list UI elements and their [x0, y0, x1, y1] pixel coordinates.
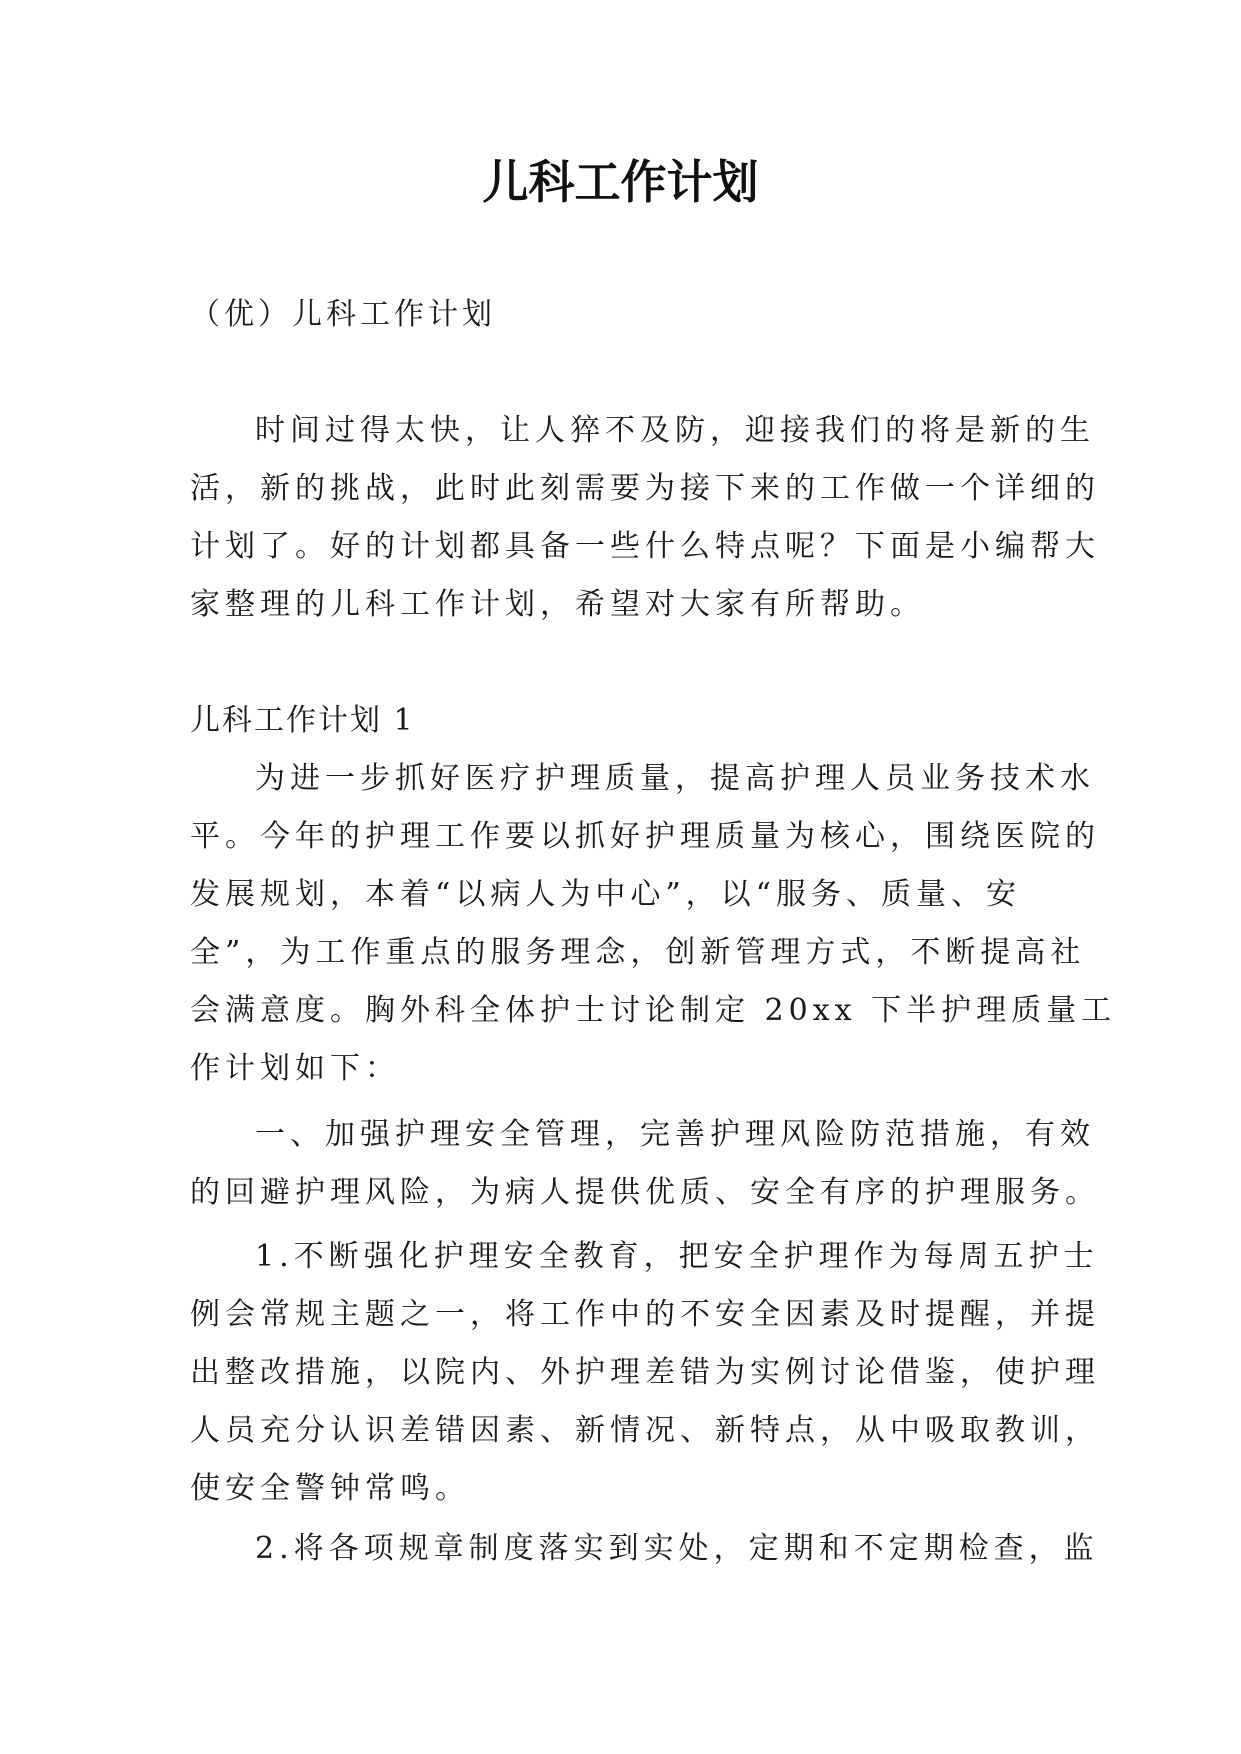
- intro-line: 计划了。好的计划都具备一些什么特点呢？下面是小编帮大: [190, 529, 1100, 564]
- paragraph-3: [190, 1228, 1100, 1518]
- document-title: 儿科工作计划: [482, 155, 759, 209]
- document-subtitle: （优）儿科工作计划: [190, 297, 496, 332]
- paragraph-2: [190, 1106, 1100, 1222]
- paragraph-4: [190, 1520, 1099, 1578]
- paragraph-line: 人员充分认识差错因素、新情况、新特点，从中吸取教训，: [190, 1413, 1100, 1448]
- paragraph-line: 使安全警钟常鸣。: [190, 1471, 470, 1506]
- paragraph-1: [190, 750, 1117, 1098]
- paragraph-line: 出整改措施，以院内、外护理差错为实例讨论借鉴，使护理: [190, 1355, 1100, 1390]
- intro-paragraph: [190, 402, 1100, 634]
- paragraph-line: 一、加强护理安全管理，完善护理风险防范措施，有效: [255, 1117, 1095, 1152]
- intro-line: 活，新的挑战，此时此刻需要为接下来的工作做一个详细的: [190, 471, 1100, 506]
- intro-line: 家整理的儿科工作计划，希望对大家有所帮助。: [190, 587, 925, 622]
- paragraph-line: 全”，为工作重点的服务理念，创新管理方式，不断提高社: [190, 935, 1086, 970]
- paragraph-line: 平。今年的护理工作要以抓好护理质量为核心，围绕医院的: [190, 819, 1100, 854]
- paragraph-line: 1.不断强化护理安全教育，把安全护理作为每周五护士: [255, 1239, 1099, 1274]
- section-heading: 儿科工作计划 1: [190, 703, 415, 738]
- paragraph-line: 发展规划，本着“以病人为中心”，以“服务、质量、安: [190, 877, 1022, 912]
- paragraph-line: 的回避护理风险，为病人提供优质、安全有序的护理服务。: [190, 1175, 1100, 1210]
- intro-line: 时间过得太快，让人猝不及防，迎接我们的将是新的生: [255, 413, 1095, 448]
- paragraph-line: 例会常规主题之一，将工作中的不安全因素及时提醒，并提: [190, 1297, 1100, 1332]
- paragraph-line: 会满意度。胸外科全体护士讨论制定 20xx 下半护理质量工: [190, 993, 1117, 1028]
- paragraph-line: 为进一步抓好医疗护理质量，提高护理人员业务技术水: [255, 761, 1095, 796]
- paragraph-line: 作计划如下：: [190, 1051, 400, 1086]
- paragraph-line: 2.将各项规章制度落实到实处，定期和不定期检查，监: [255, 1531, 1099, 1566]
